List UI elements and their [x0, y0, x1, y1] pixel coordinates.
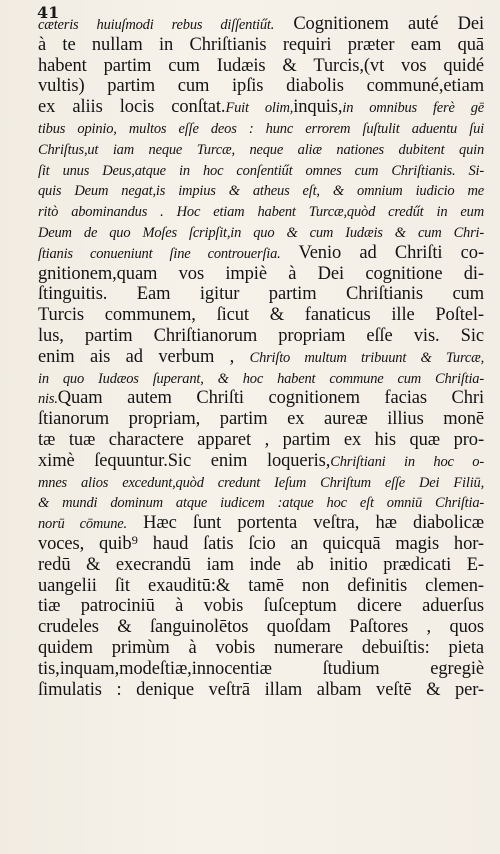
roman-text: ſtianorum propriam, partim ex aureæ illius monē [38, 409, 484, 430]
text-line [38, 118, 484, 139]
text-line [38, 284, 484, 305]
text-line [38, 617, 484, 638]
text-line [38, 513, 484, 534]
italic-text: ſtianis conueniunt ſine controuerſia. [38, 245, 281, 262]
roman-text: vultis) partim cum ipſis diabolis communé,etiam [38, 76, 484, 97]
italic-text: in omnibus ferè gē [342, 100, 484, 117]
text-line [38, 596, 484, 617]
text-line [38, 14, 484, 35]
italic-text: ſit unus Deus,atque in hoc conſentiűt omnes cum Chriſtianis. Si- [38, 162, 484, 179]
italic-text: Chriſto multum tribuunt & Turcæ, [249, 349, 484, 366]
italic-text: tibus opinio, multos eſſe deos : hunc errorem ſuſtulit aduentu ſui [38, 120, 484, 137]
text-line [38, 430, 484, 451]
italic-text: quis Deum negat,is impius & atheus eſt, & omnium iudicio me [38, 183, 484, 200]
text-line [38, 555, 484, 576]
italic-text: norū cōmune. [38, 516, 127, 533]
text-line [38, 201, 484, 222]
text-line [38, 638, 484, 659]
text-line [38, 472, 484, 493]
roman-text: crudeles & ſanguinolētos quoſdam Paſtores , quos [38, 617, 484, 638]
roman-text: enim ais ad verbum , [38, 346, 250, 367]
roman-text: à te nullam in Chriſtianis requiri præter eam quā [38, 34, 484, 55]
text-line [38, 534, 484, 555]
roman-text: tæ tuæ charactere apparet , partim ex his quæ pro- [38, 429, 484, 450]
roman-text: Turcis communem, ſicut & fanaticus ille Poſtel- [38, 305, 484, 326]
italic-text: in quo Iudæos ſuperant, & hoc habent commune cum Chriſtia- [38, 370, 484, 387]
text-line [38, 368, 484, 389]
italic-text: mnes alios excedunt,quòd credunt Ieſum Chriſtum eſſe Dei Filiū, [38, 474, 484, 491]
text-line [38, 35, 484, 56]
text-line [38, 680, 484, 701]
page-number: 41 [37, 3, 60, 22]
roman-text: inquis, [293, 97, 343, 118]
body-text [38, 14, 484, 700]
text-line [38, 576, 484, 597]
roman-text: ximè ſequuntur.Sic enim loqueris, [38, 450, 331, 471]
roman-text: Hæc ſunt portenta veſtra, hæ diabolicæ [126, 513, 484, 534]
roman-text: redū & execrandū iam inde ab initio prædicati E- [38, 554, 484, 575]
italic-text: Chriſtiani in hoc o- [330, 453, 484, 470]
italic-text: ritò abominandus . Hoc etiam habent Turcæ,quòd credűt in eum [38, 204, 484, 221]
italic-text: Deum de quo Moſes ſcripſit,in quo & cum Iudæis & cum Chri- [38, 224, 484, 241]
roman-text: ſimulatis : denique veſtrā illam albam veſtē & per- [38, 679, 484, 700]
text-line [38, 222, 484, 243]
text-line [38, 139, 484, 160]
roman-text: voces, quib⁹ haud ſatis ſcio an quicquā magis hor- [38, 533, 484, 554]
roman-text: Cognitionem auté Dei [274, 14, 484, 34]
text-line [38, 347, 484, 368]
text-line [38, 97, 484, 118]
roman-text: ex aliis locis conſtat. [38, 97, 226, 118]
text-line [38, 326, 484, 347]
italic-text: Fuit olim, [225, 100, 294, 117]
roman-text: habent partim cum Iudæis & Turcis,(vt vos quidé [38, 55, 484, 76]
text-line [38, 160, 484, 181]
roman-text: lus, partim Chriſtianorum propriam eſſe vis. Sic [38, 325, 484, 346]
roman-text: tis,inquam,modeſtiæ,innocentiæ ſtudium egregiè [38, 658, 484, 679]
italic-text: nis. [38, 391, 58, 408]
roman-text: gnitionem,quam vos impiè à Dei cognitione di- [38, 263, 484, 284]
text-line [38, 409, 484, 430]
italic-text: Chriſtus,ut iam neque Turcæ, neque aliæ nationes dubitent quin [38, 141, 484, 158]
text-line [38, 305, 484, 326]
text-line [38, 76, 484, 97]
text-line [38, 243, 484, 264]
text-line [38, 264, 484, 285]
text-line [38, 451, 484, 472]
roman-text: quidem primùm à vobis numerare debuiſtis: pieta [38, 637, 484, 658]
roman-text: ſtinguitis. Eam igitur partim Chriſtianis cum [38, 284, 484, 305]
italic-text: cæteris huiuſmodi rebus diſſentiűt. [38, 17, 275, 33]
text-line [38, 56, 484, 77]
roman-text: Venio ad Chriſti co- [280, 242, 484, 263]
text-line [38, 388, 484, 409]
italic-text: & mundi dominum atque iudicem :atque hoc eſt omniū Chriſtia- [38, 495, 484, 512]
text-line [38, 180, 484, 201]
text-line [38, 492, 484, 513]
roman-text: tiæ patrociniū à vobis ſuſceptum dicere aduerſus [38, 596, 484, 617]
roman-text: uangelii ſit exauditū:& tamē non definitis clemen- [38, 575, 484, 596]
roman-text: Quam autem Chriſti cognitionem facias Chri [57, 388, 484, 409]
text-line [38, 659, 484, 680]
